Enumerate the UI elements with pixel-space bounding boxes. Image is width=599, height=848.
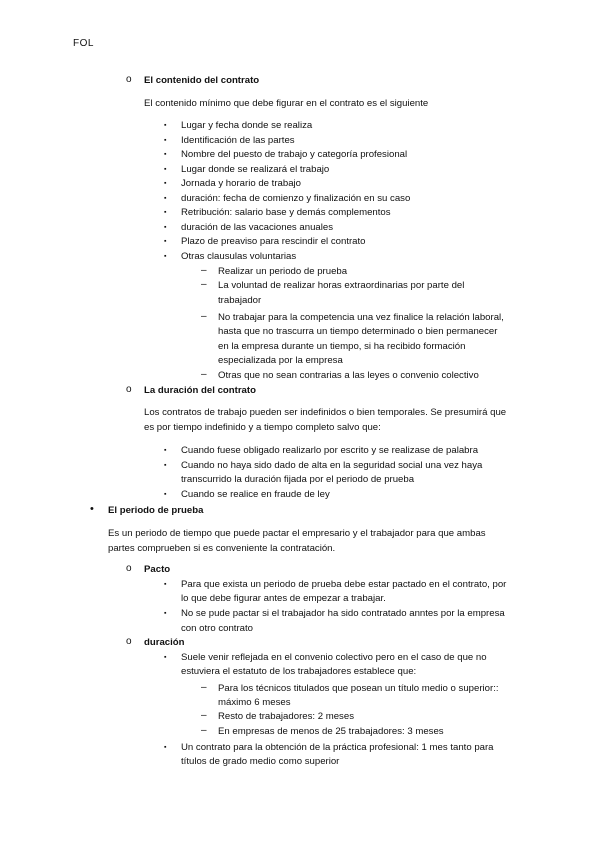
square-bullet-icon: ▪ <box>164 581 167 588</box>
square-bullet-icon: ▪ <box>164 462 167 469</box>
sub-list-item-cont: especializada por la empresa <box>218 355 343 366</box>
subsection-title-duracion: duración <box>144 637 185 648</box>
square-bullet-icon: ▪ <box>164 122 167 129</box>
sub-list-item-cont: hasta que no trascurra un tiempo determinado o bien permanecer <box>218 326 498 337</box>
square-bullet-icon: ▪ <box>164 209 167 216</box>
subsection-title-pacto: Pacto <box>144 564 171 575</box>
square-bullet-icon: ▪ <box>164 654 167 661</box>
list-item: Plazo de preaviso para rescindir el contrato <box>181 236 366 247</box>
list-item: Cuando se realice en fraude de ley <box>181 489 330 500</box>
square-bullet-icon: ▪ <box>164 166 167 173</box>
sub-list-item: Resto de trabajadores: 2 meses <box>218 711 354 722</box>
list-item: No se pude pactar si el trabajador ha sido contratado anntes por la empresa <box>181 608 505 619</box>
list-item: duración: fecha de comienzo y finalización en su caso <box>181 193 411 204</box>
dash-bullet-icon: – <box>201 725 207 736</box>
circle-bullet-icon: o <box>126 563 132 574</box>
list-item: Otras clausulas voluntarias <box>181 251 297 262</box>
list-item: Nombre del puesto de trabajo y categoría profesional <box>181 149 408 160</box>
square-bullet-icon: ▪ <box>164 137 167 144</box>
list-item: Un contrato para la obtención de la práctica profesional: 1 mes tanto para <box>181 742 494 753</box>
contenido-intro: El contenido mínimo que debe figurar en el contrato es el siguiente <box>144 98 429 109</box>
list-item: Lugar y fecha donde se realiza <box>181 120 313 131</box>
square-bullet-icon: ▪ <box>164 253 167 260</box>
square-bullet-icon: ▪ <box>164 744 167 751</box>
list-item: Para que exista un periodo de prueba debe estar pactado en el contrato, por <box>181 579 507 590</box>
periodo-paragraph-line: partes comprueben si es conveniente la contratación. <box>108 543 336 554</box>
square-bullet-icon: ▪ <box>164 610 167 617</box>
sub-list-item-cont: en la empresa durante un tiempo, si ha recibido formación <box>218 341 466 352</box>
sub-list-item: Para los técnicos titulados que posean un título medio o superior:: <box>218 683 499 694</box>
list-item-cont: transcurrido la duración fijada por el periodo de prueba <box>181 474 415 485</box>
dash-bullet-icon: – <box>201 265 207 276</box>
sub-list-item: Otras que no sean contrarias a las leyes o convenio colectivo <box>218 370 479 381</box>
circle-bullet-icon: o <box>126 74 132 85</box>
list-item-cont: títulos de grado medio como superior <box>181 756 340 767</box>
square-bullet-icon: ▪ <box>164 447 167 454</box>
list-item: Cuando no haya sido dado de alta en la seguridad social una vez haya <box>181 460 483 471</box>
periodo-paragraph-line: Es un periodo de tiempo que puede pactar el empresario y el trabajador para que ambas <box>108 528 486 539</box>
list-item: duración de las vacaciones anuales <box>181 222 334 233</box>
square-bullet-icon: ▪ <box>164 491 167 498</box>
dot-bullet-icon: • <box>90 503 94 515</box>
sub-list-item-cont: trabajador <box>218 295 262 306</box>
dash-bullet-icon: – <box>201 710 207 721</box>
list-item-cont: con otro contrato <box>181 623 253 634</box>
square-bullet-icon: ▪ <box>164 151 167 158</box>
square-bullet-icon: ▪ <box>164 180 167 187</box>
dash-bullet-icon: – <box>201 279 207 290</box>
sub-list-item: En empresas de menos de 25 trabajadores: 3 meses <box>218 726 444 737</box>
list-item: Suele venir reflejada en el convenio colectivo pero en el caso de que no <box>181 652 487 663</box>
sub-list-item: Realizar un periodo de prueba <box>218 266 348 277</box>
sub-list-item: La voluntad de realizar horas extraordinarias por parte del <box>218 280 465 291</box>
list-item: Cuando fuese obligado realizarlo por escrito y se realizase de palabra <box>181 445 479 456</box>
list-item: Identificación de las partes <box>181 135 295 146</box>
duracion-paragraph-line: es por tiempo indefinido y a tiempo completo salvo que: <box>144 422 381 433</box>
duracion-paragraph-line: Los contratos de trabajo pueden ser indefinidos o bien temporales. Se presumirá que <box>144 407 507 418</box>
circle-bullet-icon: o <box>126 384 132 395</box>
dash-bullet-icon: – <box>201 311 207 322</box>
square-bullet-icon: ▪ <box>164 195 167 202</box>
section-title-contenido: El contenido del contrato <box>144 75 260 86</box>
list-item: Lugar donde se realizará el trabajo <box>181 164 330 175</box>
sub-list-item: No trabajar para la competencia una vez finalice la relación laboral, <box>218 312 504 323</box>
list-item: Retribución: salario base y demás complementos <box>181 207 391 218</box>
list-item-cont: estuviera el estatuto de los trabajadores establece que: <box>181 666 417 677</box>
dash-bullet-icon: – <box>201 369 207 380</box>
dash-bullet-icon: – <box>201 682 207 693</box>
section-title-periodo: El periodo de prueba <box>108 505 204 516</box>
circle-bullet-icon: o <box>126 636 132 647</box>
square-bullet-icon: ▪ <box>164 238 167 245</box>
list-item-cont: lo que debe figurar antes de empezar a trabajar. <box>181 593 386 604</box>
section-title-duracion-contrato: La duración del contrato <box>144 385 256 396</box>
page-header: FOL <box>73 38 94 49</box>
square-bullet-icon: ▪ <box>164 224 167 231</box>
sub-list-item-cont: máximo 6 meses <box>218 697 291 708</box>
list-item: Jornada y horario de trabajo <box>181 178 301 189</box>
